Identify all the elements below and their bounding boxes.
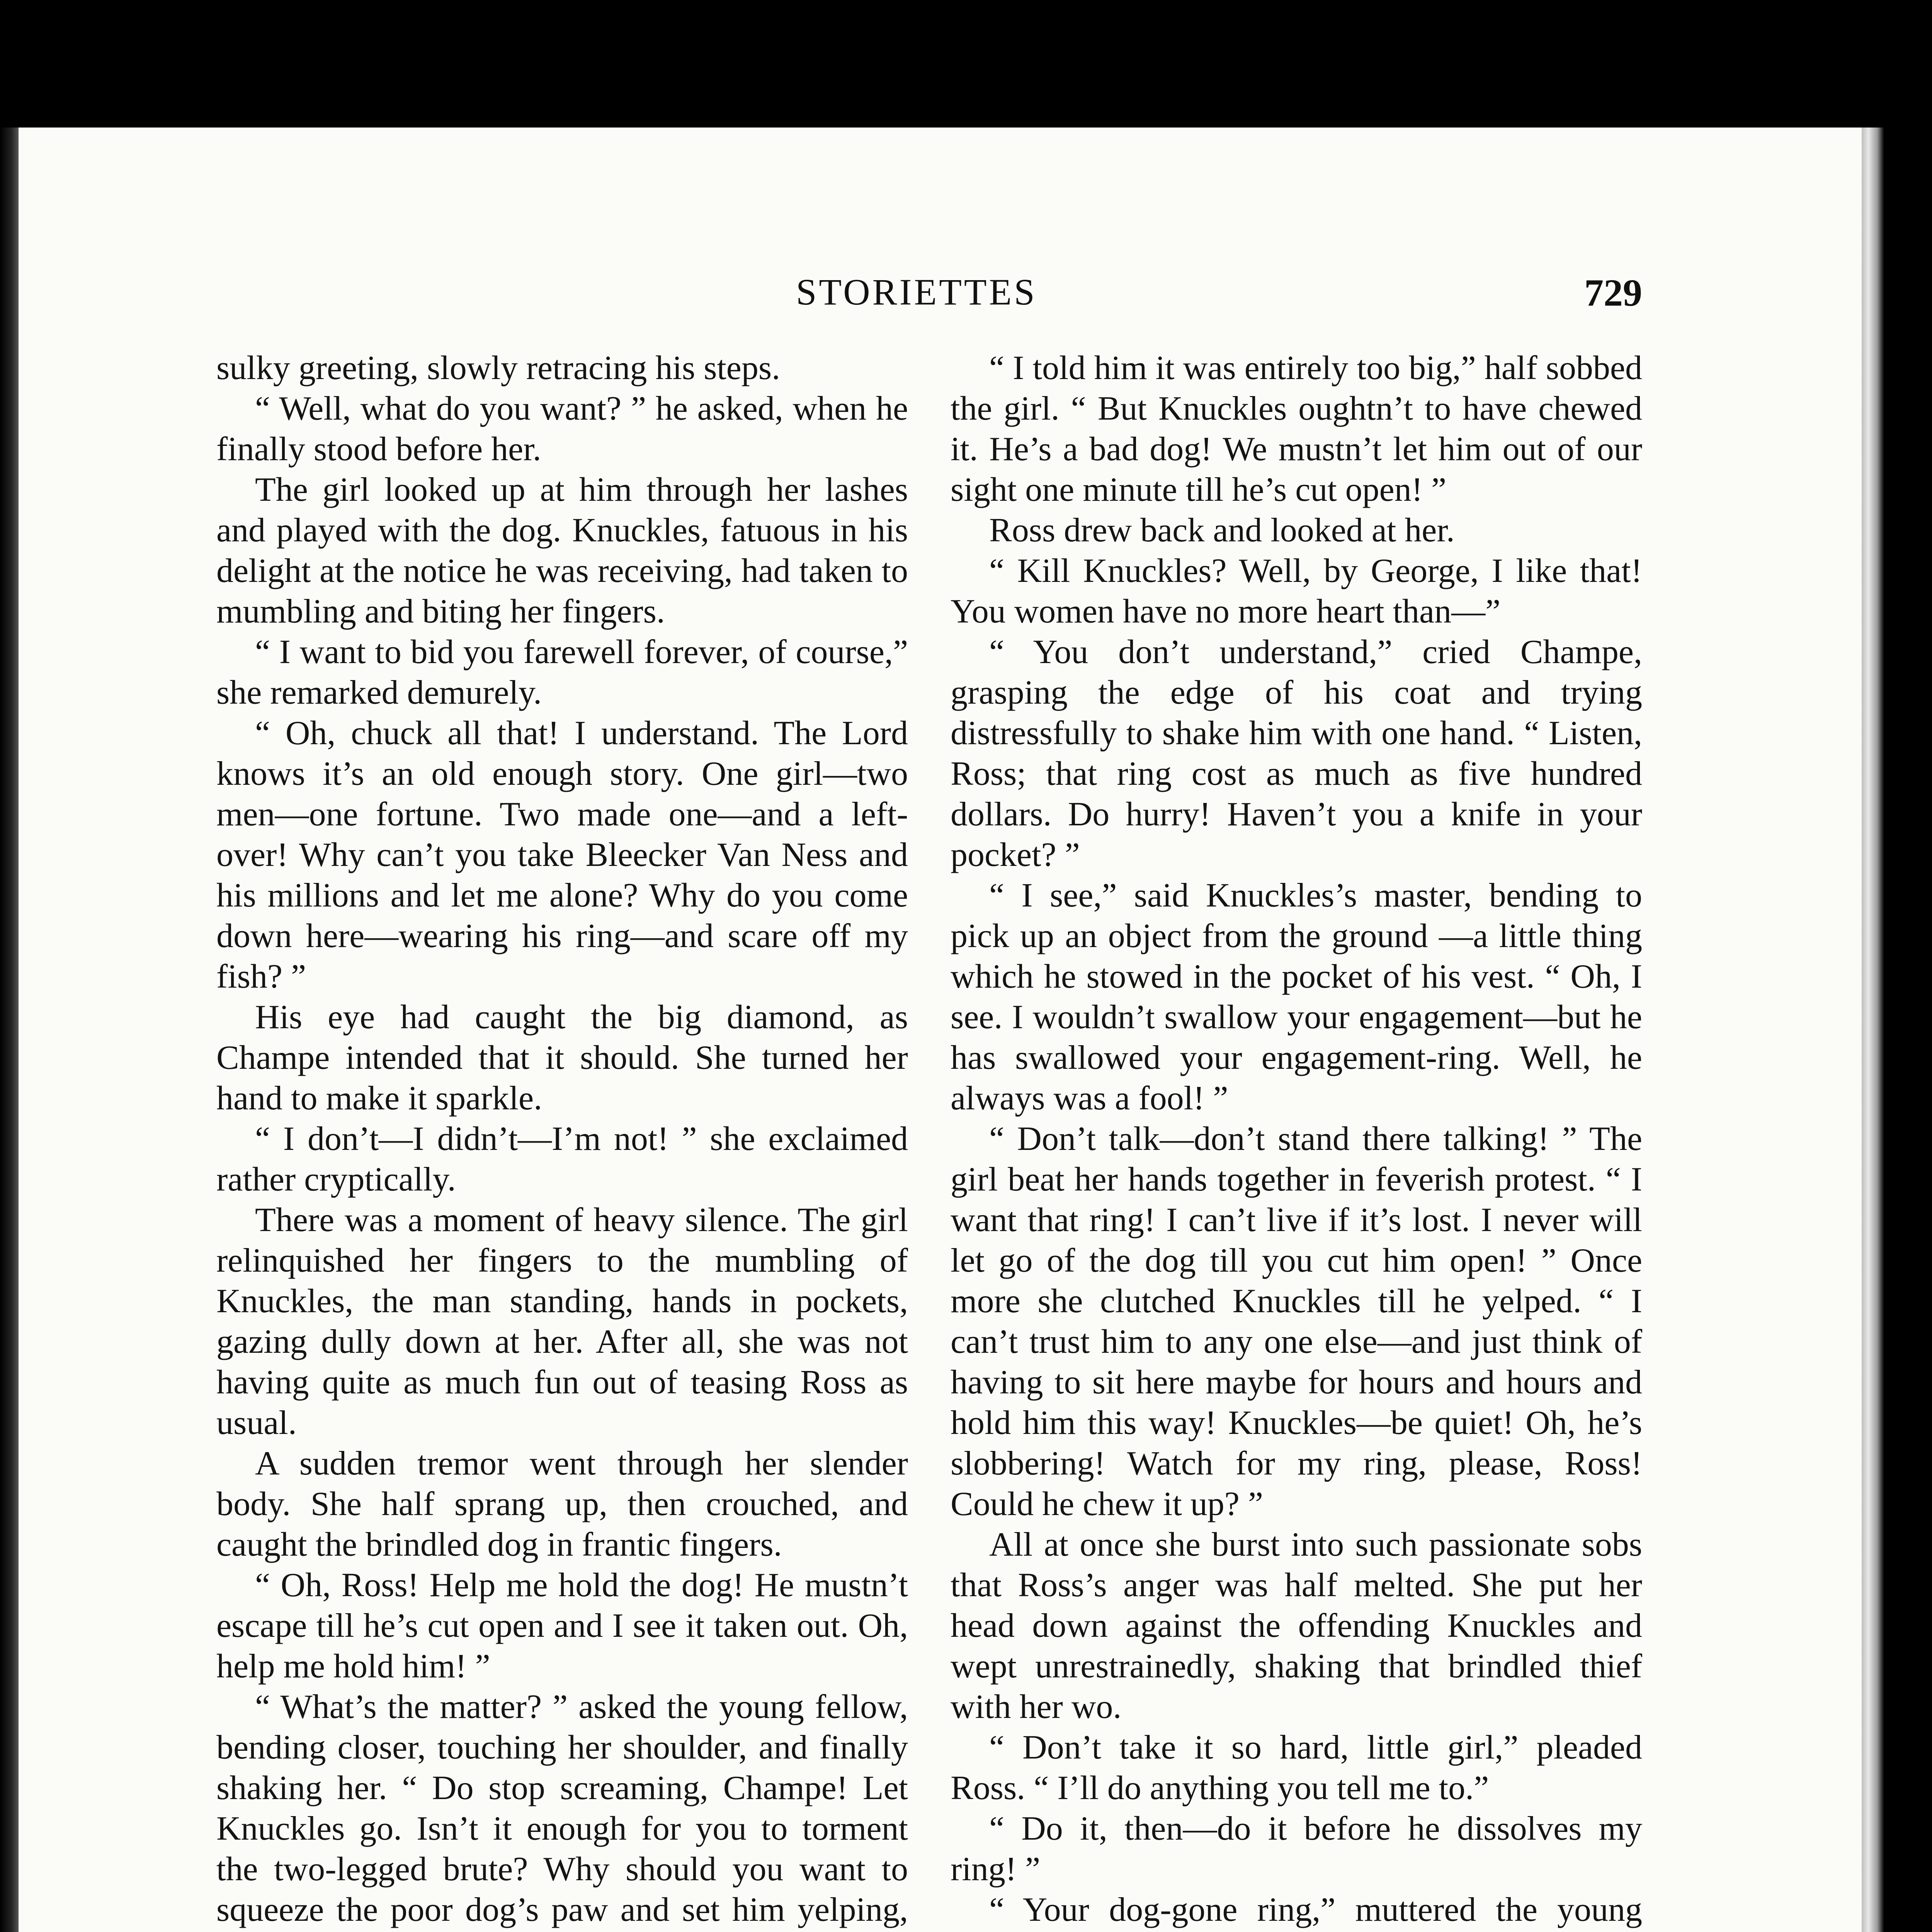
paragraph: “ I want to bid you farewell forever, of course,” she remarked demurely.: [216, 633, 908, 711]
paragraph: All at once she burst into such passionate sobs that Ross’s anger was half melted. She put her head down against the offending Knuckles and wept unrestrainedly, shaking that brindled thief with her wo.: [951, 1526, 1642, 1726]
page-number: 729: [1584, 271, 1642, 314]
paragraph: “ Kill Knuckles? Well, by George, I like that! You women have no more heart than—”: [951, 552, 1642, 630]
page-header: [216, 270, 1642, 325]
running-head: STORIETTES: [796, 271, 1037, 313]
paragraph: “ Oh, chuck all that! I understand. The Lord knows it’s an old enough story. One girl—two men—one fortune. Two made one—and a left-over! Why can’t you take Bleecker Van Ness and his millions and let me alone? Why do you come down here—wearing his ring—and scare off my fish? ”: [216, 714, 908, 995]
paragraph: There was a moment of heavy silence. The girl relinquished her fingers to the mumbling of Knuckles, the man standing, hands in pockets, gazing dully down at her. After all, she was not having quite as much fun out of teasing Ross as usual.: [216, 1201, 908, 1442]
paragraph: A sudden tremor went through her slender body. She half sprang up, then crouched, and caught the brindled dog in frantic fingers.: [216, 1445, 908, 1563]
book-spine: [0, 128, 19, 1932]
paragraph: “ Don’t take it so hard, little girl,” pleaded Ross. “ I’ll do anything you tell me to.”: [951, 1729, 1642, 1807]
paragraph: “ What’s the matter? ” asked the young fellow, bending closer, touching her shoulder, and finally shaking her. “ Do stop screaming, Champe! Let Knuckles go. Isn’t it enough for you to torment the two-legged brute? Why should you want to squeeze the poor dog’s paw and set him yelping,: [216, 1688, 908, 1929]
left-column: [216, 348, 908, 1932]
paragraph: “ Your dog-gone ring,” muttered the young: [989, 1891, 1642, 1929]
right-column: [951, 348, 1642, 1932]
paragraph: “ Do it, then—do it before he dissolves my ring! ”: [951, 1810, 1642, 1888]
paragraph: The girl looked up at him through her lashes and played with the dog. Knuckles, fatuous in his delight at the notice he was receiving, had taken to mumbling and biting her fingers.: [216, 471, 908, 630]
paragraph: “ Well, what do you want? ” he asked, when he finally stood before her.: [216, 390, 908, 468]
paragraph: “ Don’t talk—don’t stand there talking! ” The girl beat her hands together in feverish protest. “ I want that ring! I can’t live if it’s lost. I never will let go of the dog till you cut him open! ” Once more she clutched Knuckles till he yelped. “ I can’t trust him to any one else—and just think of having to sit here maybe for hours and hours and hold him this way! Knuckles—be quiet! Oh, he’s slobbering! Watch for my ring, please, Ross! Could he chew it up? ”: [951, 1120, 1642, 1523]
paragraph: “ I see,” said Knuckles’s master, bending to pick up an object from the ground —a little thing which he stowed in the pocket of his vest. “ Oh, I see. I wouldn’t swallow your engagement—but he has swallowed your engagement-ring. Well, he always was a fool! ”: [951, 877, 1642, 1117]
page-edge: [1862, 128, 1884, 1932]
paragraph: “ I told him it was entirely too big,” half sobbed the girl. “ But Knuckles oughtn’t to have chewed it. He’s a bad dog! We mustn’t let him out of our sight one minute till he’s cut open! ”: [951, 349, 1642, 509]
paragraph: “ I don’t—I didn’t—I’m not! ” she exclaimed rather cryptically.: [216, 1120, 908, 1198]
paragraph: Ross drew back and looked at her.: [989, 512, 1455, 549]
paragraph: “ Oh, Ross! Help me hold the dog! He mustn’t escape till he’s cut open and I see it taken out. Oh, help me hold him! ”: [216, 1566, 908, 1685]
paragraph: sulky greeting, slowly retracing his steps.: [216, 349, 781, 387]
paragraph: His eye had caught the big diamond, as Champe intended that it should. She turned her hand to make it sparkle.: [216, 998, 908, 1117]
paragraph: “ You don’t understand,” cried Champe, grasping the edge of his coat and trying distressfully to shake him with one hand. “ Listen, Ross; that ring cost as much as five hundred dollars. Do hurry! Haven’t you a knife in your pocket? ”: [951, 633, 1642, 874]
